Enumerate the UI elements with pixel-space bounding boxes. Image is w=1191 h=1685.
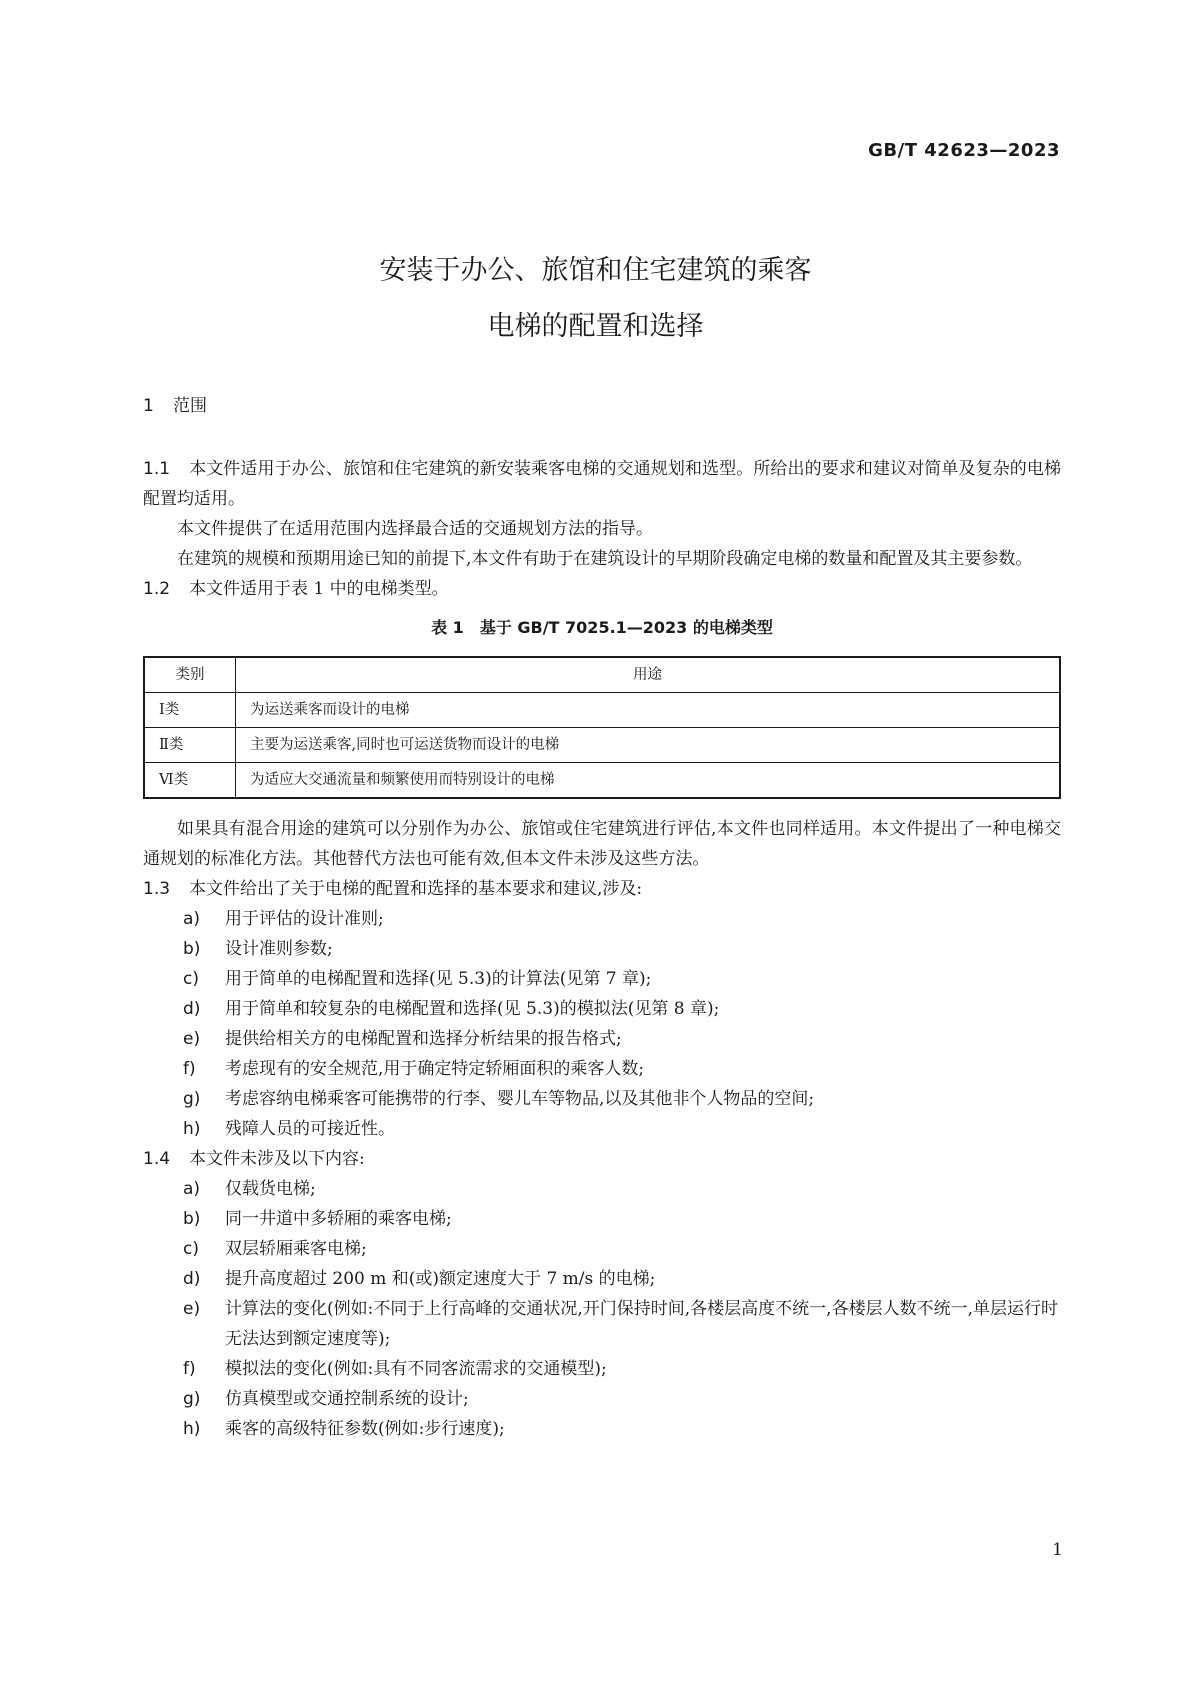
list-marker: d) — [183, 999, 201, 1019]
clause-number: 1.4 — [143, 1149, 171, 1169]
clause-text: 本文件适用于办公、旅馆和住宅建筑的新安装乘客电梯的交通规划和选型。所给出的要求和建议对简单及复杂的电梯配置均适用。 — [143, 459, 1061, 509]
list-marker: e) — [183, 1299, 201, 1319]
list-item — [143, 1384, 1061, 1414]
list-text: 提供给相关方的电梯配置和选择分析结果的报告格式; — [225, 1029, 622, 1049]
list-item — [143, 1414, 1061, 1444]
table-header-row — [144, 657, 1060, 693]
clause-1-4 — [143, 1144, 1061, 1174]
list-1-4 — [143, 1174, 1061, 1444]
document-title — [0, 243, 1191, 355]
list-text: 考虑现有的安全规范,用于确定特定轿厢面积的乘客人数; — [225, 1059, 645, 1079]
table-row — [144, 693, 1060, 728]
section-number: 1 — [143, 396, 154, 416]
list-marker: d) — [183, 1269, 201, 1289]
list-1-3 — [143, 904, 1061, 1144]
paragraph: 在建筑的规模和预期用途已知的前提下,本文件有助于在建筑设计的早期阶段确定电梯的数量和配置及其主要参数。 — [177, 549, 1033, 569]
table-cell-use: 主要为运送乘客,同时也可运送货物而设计的电梯 — [236, 728, 1061, 763]
section-heading — [143, 391, 1061, 421]
table-cell-category: Ⅰ类 — [144, 693, 236, 728]
clause-number: 1.2 — [143, 579, 171, 599]
clause-text: 本文件适用于表 1 中的电梯类型。 — [189, 579, 449, 599]
list-text: 计算法的变化(例如:不同于上行高峰的交通状况,开门保持时间,各楼层高度不统一,各楼层人数不统一,单层运行时无法达到额定速度等); — [225, 1299, 1058, 1349]
clause-number: 1.1 — [143, 459, 171, 479]
clause-1-2 — [143, 574, 1061, 604]
paragraph: 本文件提供了在适用范围内选择最合适的交通规划方法的指导。 — [177, 519, 653, 539]
list-item — [143, 964, 1061, 994]
list-marker: b) — [183, 939, 201, 959]
clause-text: 本文件给出了关于电梯的配置和选择的基本要求和建议,涉及: — [189, 879, 643, 899]
list-item — [143, 934, 1061, 964]
clause-1-3 — [143, 874, 1061, 904]
list-marker: e) — [183, 1029, 201, 1049]
list-text: 考虑容纳电梯乘客可能携带的行李、婴儿车等物品,以及其他非个人物品的空间; — [225, 1089, 815, 1109]
list-text: 残障人员的可接近性。 — [225, 1119, 395, 1139]
title-line-1: 安装于办公、旅馆和住宅建筑的乘客 — [379, 255, 812, 286]
table-row — [144, 763, 1060, 799]
table-cell-category: Ⅱ类 — [144, 728, 236, 763]
clause-1-1 — [143, 454, 1061, 514]
title-line-2: 电梯的配置和选择 — [487, 311, 704, 342]
list-item — [143, 1024, 1061, 1054]
list-item — [143, 994, 1061, 1024]
list-marker: h) — [183, 1119, 201, 1139]
section-title: 范围 — [173, 396, 207, 416]
list-item — [143, 1174, 1061, 1204]
list-marker: c) — [183, 1239, 199, 1259]
list-marker: b) — [183, 1209, 201, 1229]
list-marker: a) — [183, 1179, 201, 1199]
list-marker: f) — [183, 1059, 196, 1079]
body-content — [143, 391, 1061, 1444]
table-caption: 表 1 基于 GB/T 7025.1—2023 的电梯类型 — [431, 618, 773, 637]
list-item — [143, 1264, 1061, 1294]
list-text: 设计准则参数; — [225, 939, 333, 959]
list-text: 提升高度超过 200 m 和(或)额定速度大于 7 m/s 的电梯; — [225, 1269, 656, 1289]
list-text: 仅载货电梯; — [225, 1179, 316, 1199]
list-item — [143, 1354, 1061, 1384]
table-cell-use: 为运送乘客而设计的电梯 — [236, 693, 1061, 728]
table-cell-category: Ⅵ类 — [144, 763, 236, 799]
list-item — [143, 1234, 1061, 1264]
list-text: 用于简单的电梯配置和选择(见 5.3)的计算法(见第 7 章); — [225, 969, 652, 989]
list-item — [143, 1084, 1061, 1114]
list-text: 用于简单和较复杂的电梯配置和选择(见 5.3)的模拟法(见第 8 章); — [225, 999, 720, 1019]
list-item — [143, 1204, 1061, 1234]
list-item — [143, 1114, 1061, 1144]
clause-number: 1.3 — [143, 879, 171, 899]
list-text: 模拟法的变化(例如:具有不同客流需求的交通模型); — [225, 1359, 607, 1379]
list-text: 仿真模型或交通控制系统的设计; — [225, 1389, 469, 1409]
column-header-category: 类别 — [144, 657, 236, 693]
list-marker: h) — [183, 1419, 201, 1439]
clause-text: 本文件未涉及以下内容: — [189, 1149, 365, 1169]
list-item — [143, 1054, 1061, 1084]
page-number: 1 — [1052, 1540, 1063, 1560]
standard-code: GB/T 42623—2023 — [868, 140, 1060, 161]
list-marker: f) — [183, 1359, 196, 1379]
paragraph: 如果具有混合用途的建筑可以分别作为办公、旅馆或住宅建筑进行评估,本文件也同样适用。本文件提出了一种电梯交通规划的标准化方法。其他替代方法也可能有效,但本文件未涉及这些方法。 — [143, 819, 1061, 869]
list-text: 乘客的高级特征参数(例如:步行速度); — [225, 1419, 505, 1439]
list-marker: g) — [183, 1089, 201, 1109]
list-item — [143, 1294, 1061, 1354]
column-header-use: 用途 — [236, 657, 1061, 693]
list-text: 同一井道中多轿厢的乘客电梯; — [225, 1209, 452, 1229]
list-marker: a) — [183, 909, 201, 929]
list-marker: c) — [183, 969, 199, 989]
list-text: 双层轿厢乘客电梯; — [225, 1239, 367, 1259]
list-text: 用于评估的设计准则; — [225, 909, 384, 929]
table-cell-use: 为适应大交通流量和频繁使用而特别设计的电梯 — [236, 763, 1061, 799]
list-marker: g) — [183, 1389, 201, 1409]
elevator-type-table — [143, 656, 1061, 799]
list-item — [143, 904, 1061, 934]
table-row — [144, 728, 1060, 763]
